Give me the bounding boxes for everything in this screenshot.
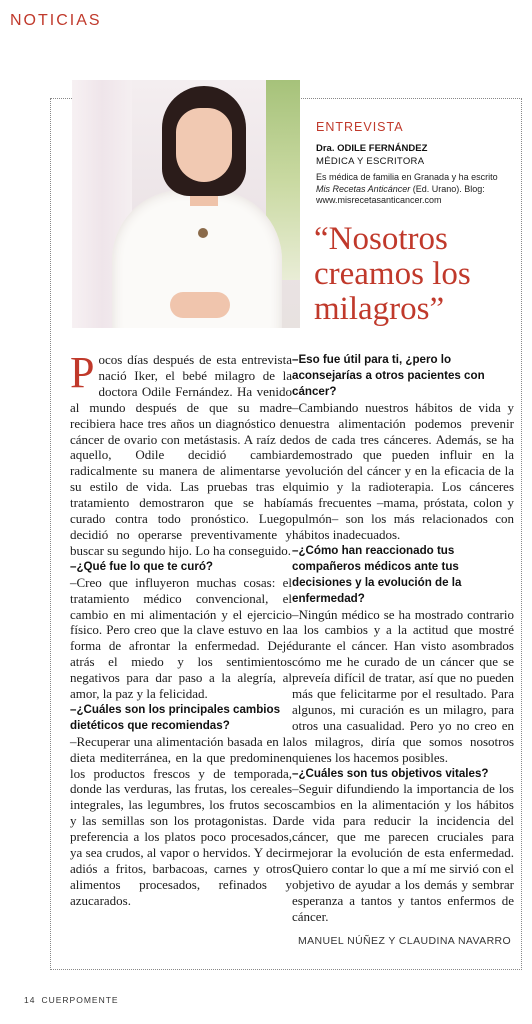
magazine-name: CUERPOMENTE — [41, 995, 119, 1005]
section-label: NOTICIAS — [10, 12, 102, 29]
article-column-left — [70, 348, 292, 909]
interview-question: –¿Qué fue lo que te curó? — [70, 559, 214, 573]
page-footer — [24, 995, 119, 1005]
interview-paragraph: Pocos días después de esta entrevista nació Iker, el bebé milagro de la doctora Odile Fernández. Ha venido al mundo después de que su madre recibiera hace tres años un diagnóstico de cáncer de ovario con metástasis. A raíz de aquello, Odile decidió cambiar radicalmente su manera de alimentarse y su estilo de vida. Las pruebas tras el tratamiento demostraron que se había curado contra todo pronóstico. Luego decidió no operarse preventivamente y buscar su segundo hijo. Lo ha conseguido. — [70, 348, 292, 558]
interview-paragraph: –Seguir difundiendo la importancia de los cambios en la alimentación y los hábitos de vida para reducir la incidencia del cáncer, que me parecen cruciales para mejorar la evolución de esta enfermedad. Quiero contar lo que a mí me sirvió con el objetivo de ayudar a los demás y sembrar esperanza a tantos y tantos enfermos de cáncer. — [292, 781, 514, 924]
article-column-right — [292, 352, 514, 925]
interview-question: –Eso fue útil para ti, ¿pero lo aconsejarías a otros pacientes con cáncer? — [292, 353, 485, 398]
interview-paragraph: –Cambiando nuestros hábitos de vida y nuestra alimentación podemos prevenir dos de cada tres cánceres. Además, se ha demostrado que pueden influir en la evolución del cáncer y en la eficacia de la quimio y la radioterapia. Los cánceres más frecuentes –mama, próstata, colon y pulmón– son los más relacionados con hábitos inadecuados. — [292, 399, 514, 542]
book-title: Mis Recetas Anticáncer — [316, 183, 411, 194]
interview-paragraph: –Recuperar una alimentación basada en la dieta mediterránea, en la que predominen los productos frescos y de temporada, donde las verduras, las frutas, los cereales integrales, las legumbres, los frutos secos y las semillas son los protagonistas. Dar preferencia a los platos poco procesados, ya sea crudos, al vapor o hervidos. Y decir adiós a fritos, barbacoas, carnes y otros alimentos procesados, refinados y azucarados. — [70, 733, 292, 908]
author-credits: MANUEL NÚÑEZ Y CLAUDINA NAVARRO — [298, 935, 512, 947]
interview-question: –¿Cómo han reaccionado tus compañeros médicos ante tus decisiones y la evolución de la enfermedad? — [292, 543, 462, 605]
interviewee-name: Dra. ODILE FERNÁNDEZ — [316, 143, 428, 154]
headline: “Nosotros creamos los milagros” — [314, 221, 471, 327]
interview-paragraph: –Ningún médico se ha mostrado contrario a los cambios y a la actitud que mostré durante el cáncer. Han visto asombrados cómo me he curado de un cáncer que se preveía difícil de tratar, así que no pueden más que felicitarme por el resultado. Para algunos, mi curación es un milagro, para otros una casualidad. Pero yo no creo en los milagros, diría que somos nosotros quienes los hacemos posibles. — [292, 606, 514, 765]
interview-question: –¿Cuáles son tus objetivos vitales? — [292, 766, 489, 780]
drop-cap: P — [70, 348, 95, 397]
page-number: 14 — [24, 995, 36, 1005]
interview-question: –¿Cuáles son los principales cambios dietéticos que recomiendas? — [70, 702, 281, 732]
interview-kicker: ENTREVISTA — [316, 120, 404, 134]
interview-paragraph: –Creo que influyeron muchas cosas: el tratamiento médico convencional, el cambio en mi alimentación y el ejercicio físico. Pero creo que la clave estuvo en la forma de afrontar la enfermedad. Dejé atrás el miedo y los sentimientos negativos para dar paso a la alegría, al amor, la paz y la felicidad. — [70, 574, 292, 702]
interviewee-bio: Es médica de familia en Granada y ha escrito Mis Recetas Anticáncer (Ed. Urano). Blog: www.misrecetasanticancer.com — [316, 172, 498, 205]
portrait-photo — [72, 80, 300, 328]
interviewee-role: MÉDICA Y ESCRITORA — [316, 156, 425, 167]
